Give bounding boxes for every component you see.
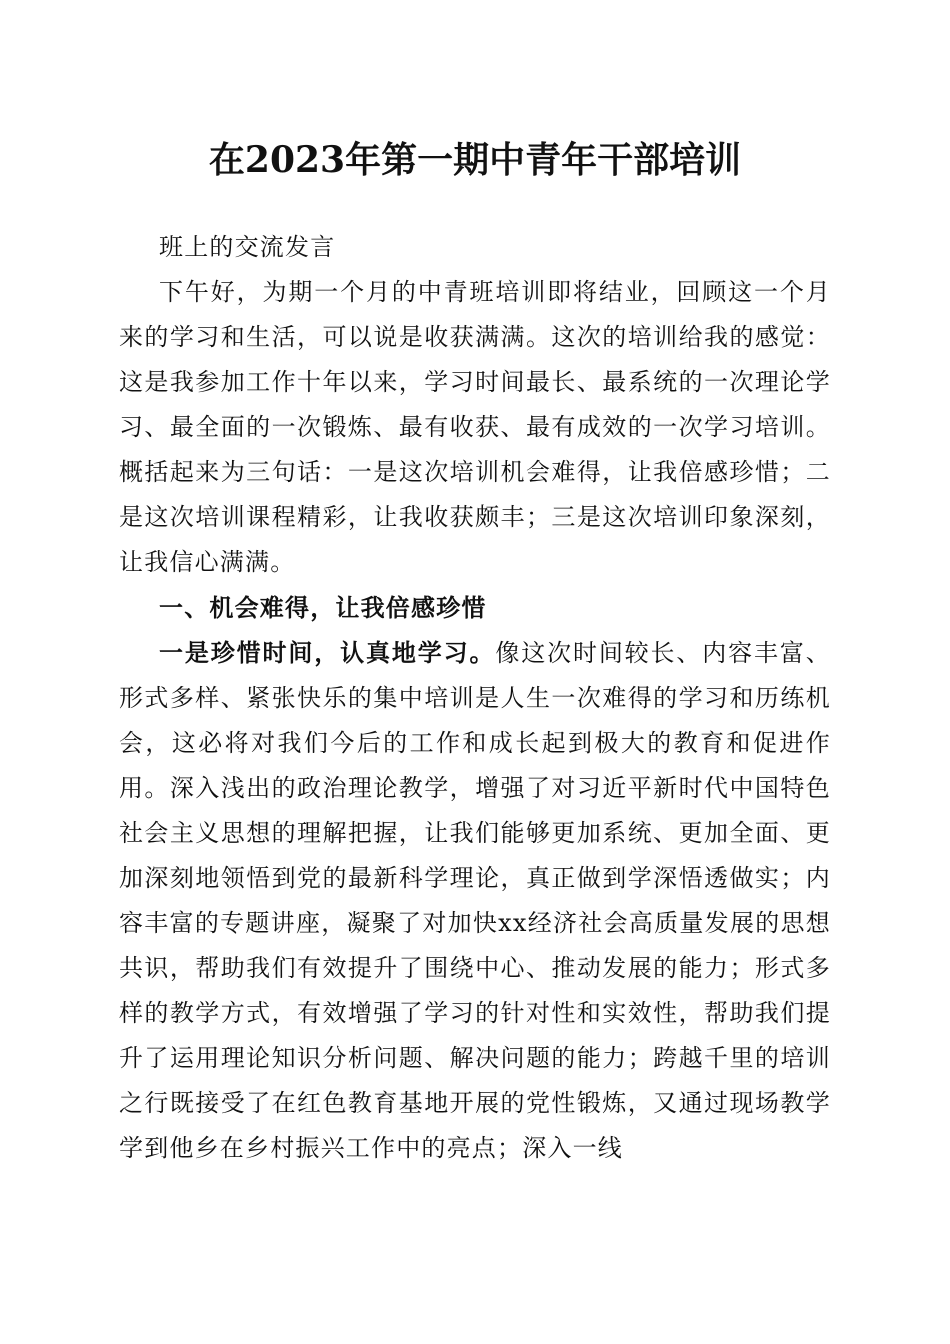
paragraph-text: 像这次时间较长、内容丰富、形式多样、紧张快乐的集中培训是人生一次难得的学习和历练机会，这必将对我们今后的工作和成长起到极大的教育和促进作用。深入浅出的政治理论教学，增强了对习近平新时代中国特色社会主义思想的理解把握，让我们能够更加系统、更加全面、更加深刻地领悟到党的最新科学理论，真正做到学深悟透做实；内容丰富的专题讲座，凝聚了对加快xx经济社会高质量发展的思想共识，帮助我们有效提升了围绕中心、推动发展的能力；形式多样的教学方式，有效增强了学习的针对性和实效性，帮助我们提升了运用理论知识分析问题、解决问题的能力；跨越千里的培训之行既接受了在红色教育基地开展的党性锻炼，又通过现场教学学到他乡在乡村振兴工作中的亮点；深入一线 <box>119 639 831 1162</box>
paragraph-lead: 一是珍惜时间，认真地学习。 <box>159 638 496 667</box>
document-body <box>119 225 831 1171</box>
section-heading: 一、机会难得，让我倍感珍惜 <box>159 593 487 622</box>
document-title: 在2023年第一期中青年干部培训 <box>208 139 742 181</box>
paragraph-point-one <box>119 630 831 1171</box>
subtitle-line: 班上的交流发言 <box>159 233 336 261</box>
paragraph-intro: 下午好，为期一个月的中青班培训即将结业，回顾这一个月来的学习和生活，可以说是收获满满。这次的培训给我的感觉：这是我参加工作十年以来，学习时间最长、最系统的一次理论学习、最全面的一次锻炼、最有收获、最有成效的一次学习培训。概括起来为三句话：一是这次培训机会难得，让我倍感珍惜；二是这次培训课程精彩，让我收获颇丰；三是这次培训印象深刻，让我信心满满。 <box>119 278 831 576</box>
